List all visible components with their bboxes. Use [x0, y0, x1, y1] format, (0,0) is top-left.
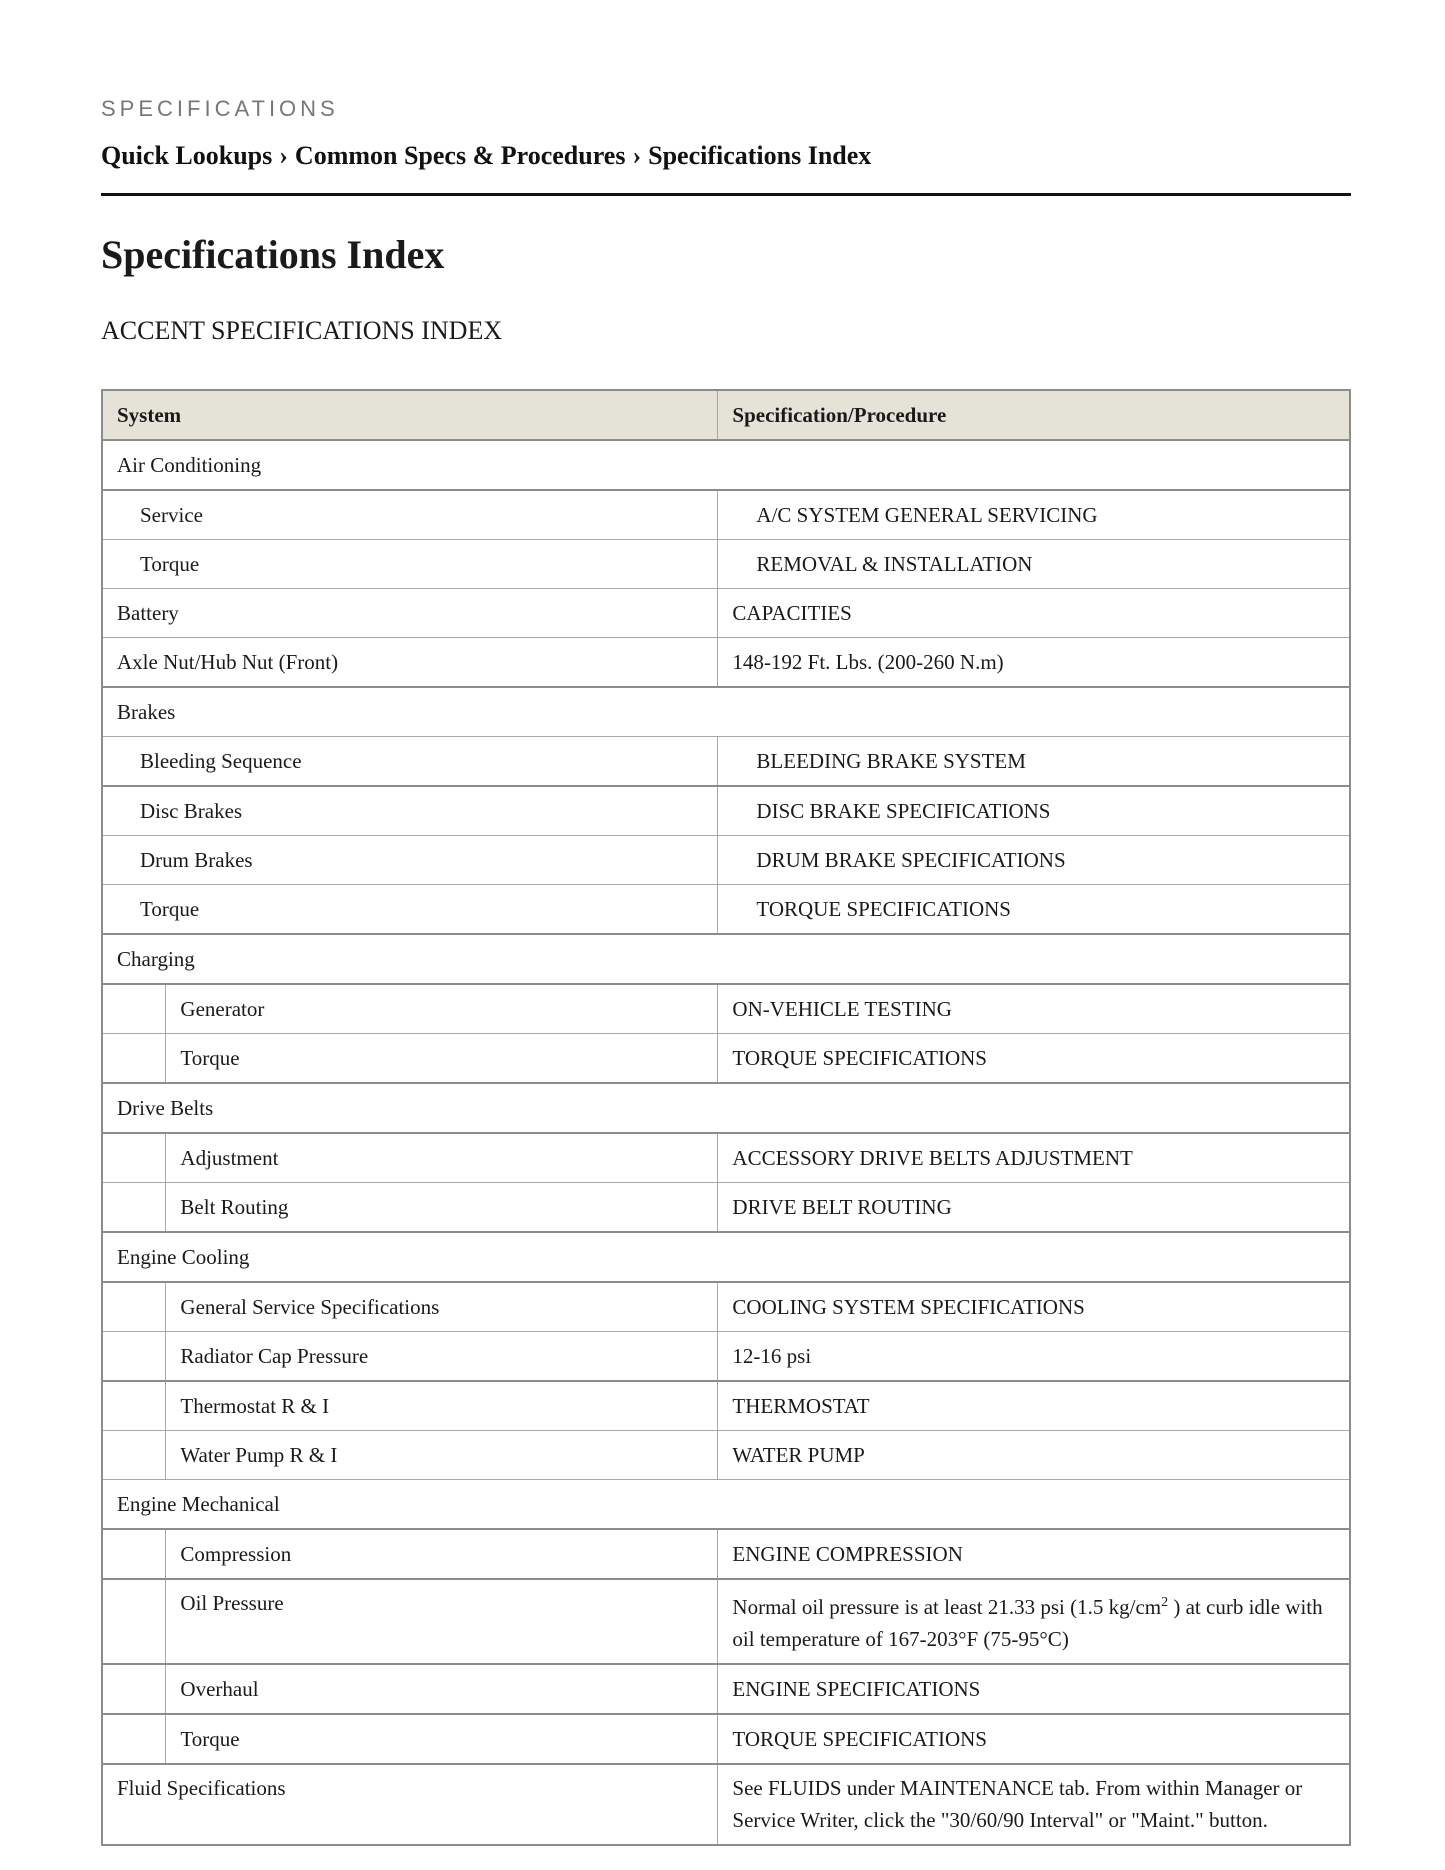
column-header-system: System [102, 390, 718, 440]
row-label: Overhaul [166, 1664, 718, 1714]
breadcrumb [101, 139, 1351, 196]
indent-cell [102, 1664, 166, 1714]
group-label-charging: Charging [102, 934, 1350, 984]
row-label: Torque [102, 885, 718, 935]
indent-cell [102, 1431, 166, 1480]
table-row [102, 490, 1350, 540]
table-row [102, 1714, 1350, 1764]
indent-cell [102, 1714, 166, 1764]
spec-link[interactable]: TORQUE SPECIFICATIONS [718, 885, 1350, 935]
row-label: Adjustment [166, 1133, 718, 1183]
indent-cell [102, 1133, 166, 1183]
spec-link[interactable]: CAPACITIES [718, 589, 1350, 638]
table-row [102, 1529, 1350, 1579]
row-label: Torque [102, 540, 718, 589]
spec-link[interactable]: ACCESSORY DRIVE BELTS ADJUSTMENT [718, 1133, 1350, 1183]
spec-link[interactable]: TORQUE SPECIFICATIONS [718, 1034, 1350, 1084]
table-row [102, 1133, 1350, 1183]
spec-value: 12-16 psi [718, 1332, 1350, 1382]
group-label-brakes: Brakes [102, 687, 1350, 737]
row-label: Compression [166, 1529, 718, 1579]
group-label-engine-mechanical: Engine Mechanical [102, 1480, 1350, 1530]
spec-link[interactable]: THERMOSTAT [718, 1381, 1350, 1431]
table-row [102, 1282, 1350, 1332]
specifications-table [101, 389, 1351, 1846]
table-row [102, 1480, 1350, 1530]
table-row [102, 786, 1350, 836]
page-title: Specifications Index [101, 232, 445, 277]
indent-cell [102, 1332, 166, 1382]
spec-value: 148-192 Ft. Lbs. (200-260 N.m) [718, 638, 1350, 688]
spec-link[interactable]: TORQUE SPECIFICATIONS [718, 1714, 1350, 1764]
oil-pressure-superscript: 2 [1161, 1595, 1169, 1610]
group-label-drive-belts: Drive Belts [102, 1083, 1350, 1133]
group-label-air-conditioning: Air Conditioning [102, 440, 1350, 490]
table-row [102, 540, 1350, 589]
row-label: Torque [166, 1034, 718, 1084]
table-row [102, 1232, 1350, 1282]
table-row [102, 1579, 1350, 1664]
table-row [102, 737, 1350, 787]
row-label: Battery [102, 589, 718, 638]
table-row [102, 440, 1350, 490]
table-row [102, 836, 1350, 885]
table-row [102, 1083, 1350, 1133]
indent-cell [102, 1579, 166, 1664]
spec-link[interactable]: DISC BRAKE SPECIFICATIONS [718, 786, 1350, 836]
row-label: Torque [166, 1714, 718, 1764]
indent-cell [102, 984, 166, 1034]
spec-link[interactable]: ENGINE COMPRESSION [718, 1529, 1350, 1579]
table-row [102, 1183, 1350, 1233]
spec-link[interactable]: REMOVAL & INSTALLATION [718, 540, 1350, 589]
table-row [102, 589, 1350, 638]
table-row [102, 934, 1350, 984]
indent-cell [102, 1282, 166, 1332]
spec-link[interactable]: ENGINE SPECIFICATIONS [718, 1664, 1350, 1714]
table-row [102, 687, 1350, 737]
table-row [102, 1664, 1350, 1714]
row-label: Generator [166, 984, 718, 1034]
spec-link[interactable]: COOLING SYSTEM SPECIFICATIONS [718, 1282, 1350, 1332]
row-label: Radiator Cap Pressure [166, 1332, 718, 1382]
column-header-specification: Specification/Procedure [718, 390, 1350, 440]
spec-link[interactable]: A/C SYSTEM GENERAL SERVICING [718, 490, 1350, 540]
table-row [102, 1332, 1350, 1382]
spec-link[interactable]: BLEEDING BRAKE SYSTEM [718, 737, 1350, 787]
page-subtitle: ACCENT SPECIFICATIONS INDEX [101, 316, 503, 345]
group-label-engine-cooling: Engine Cooling [102, 1232, 1350, 1282]
spec-link[interactable]: DRIVE BELT ROUTING [718, 1183, 1350, 1233]
row-label: Fluid Specifications [102, 1764, 718, 1845]
breadcrumb-item-common-specs[interactable]: Common Specs & Procedures [294, 141, 626, 170]
spec-value-fluid: See FLUIDS under MAINTENANCE tab. From within Manager or Service Writer, click the "30/60/90 Interval" or "Maint." button. [718, 1764, 1350, 1845]
breadcrumb-separator: › [279, 141, 288, 170]
row-label: Axle Nut/Hub Nut (Front) [102, 638, 718, 688]
table-row [102, 885, 1350, 935]
row-label: Oil Pressure [166, 1579, 718, 1664]
table-row [102, 1764, 1350, 1845]
row-label: Service [102, 490, 718, 540]
oil-pressure-text-part1: Normal oil pressure is at least 21.33 psi (1.5 kg/cm [732, 1595, 1162, 1619]
row-label: General Service Specifications [166, 1282, 718, 1332]
indent-cell [102, 1183, 166, 1233]
oil-pressure-text-part2: ) at curb idle with oil temperature of 167-203°F (75-95°C) [732, 1595, 1323, 1651]
breadcrumb-separator: › [632, 141, 642, 170]
indent-cell [102, 1381, 166, 1431]
table-header-row [102, 390, 1350, 440]
row-label: Drum Brakes [102, 836, 718, 885]
indent-cell [102, 1034, 166, 1084]
table-row [102, 1381, 1350, 1431]
spec-link[interactable]: ON-VEHICLE TESTING [718, 984, 1350, 1034]
table-row [102, 984, 1350, 1034]
row-label: Water Pump R & I [166, 1431, 718, 1480]
table-row [102, 1431, 1350, 1480]
table-row [102, 638, 1350, 688]
table-row [102, 1034, 1350, 1084]
spec-value-oil-pressure [718, 1579, 1350, 1664]
row-label: Bleeding Sequence [102, 737, 718, 787]
spec-link[interactable]: DRUM BRAKE SPECIFICATIONS [718, 836, 1350, 885]
indent-cell [102, 1529, 166, 1579]
breadcrumb-item-specifications-index: Specifications Index [648, 141, 872, 170]
section-label: SPECIFICATIONS [101, 96, 339, 121]
row-label: Thermostat R & I [166, 1381, 718, 1431]
row-label: Disc Brakes [102, 786, 718, 836]
row-label: Belt Routing [166, 1183, 718, 1233]
breadcrumb-item-quick-lookups[interactable]: Quick Lookups [101, 141, 273, 170]
spec-link[interactable]: WATER PUMP [718, 1431, 1350, 1480]
